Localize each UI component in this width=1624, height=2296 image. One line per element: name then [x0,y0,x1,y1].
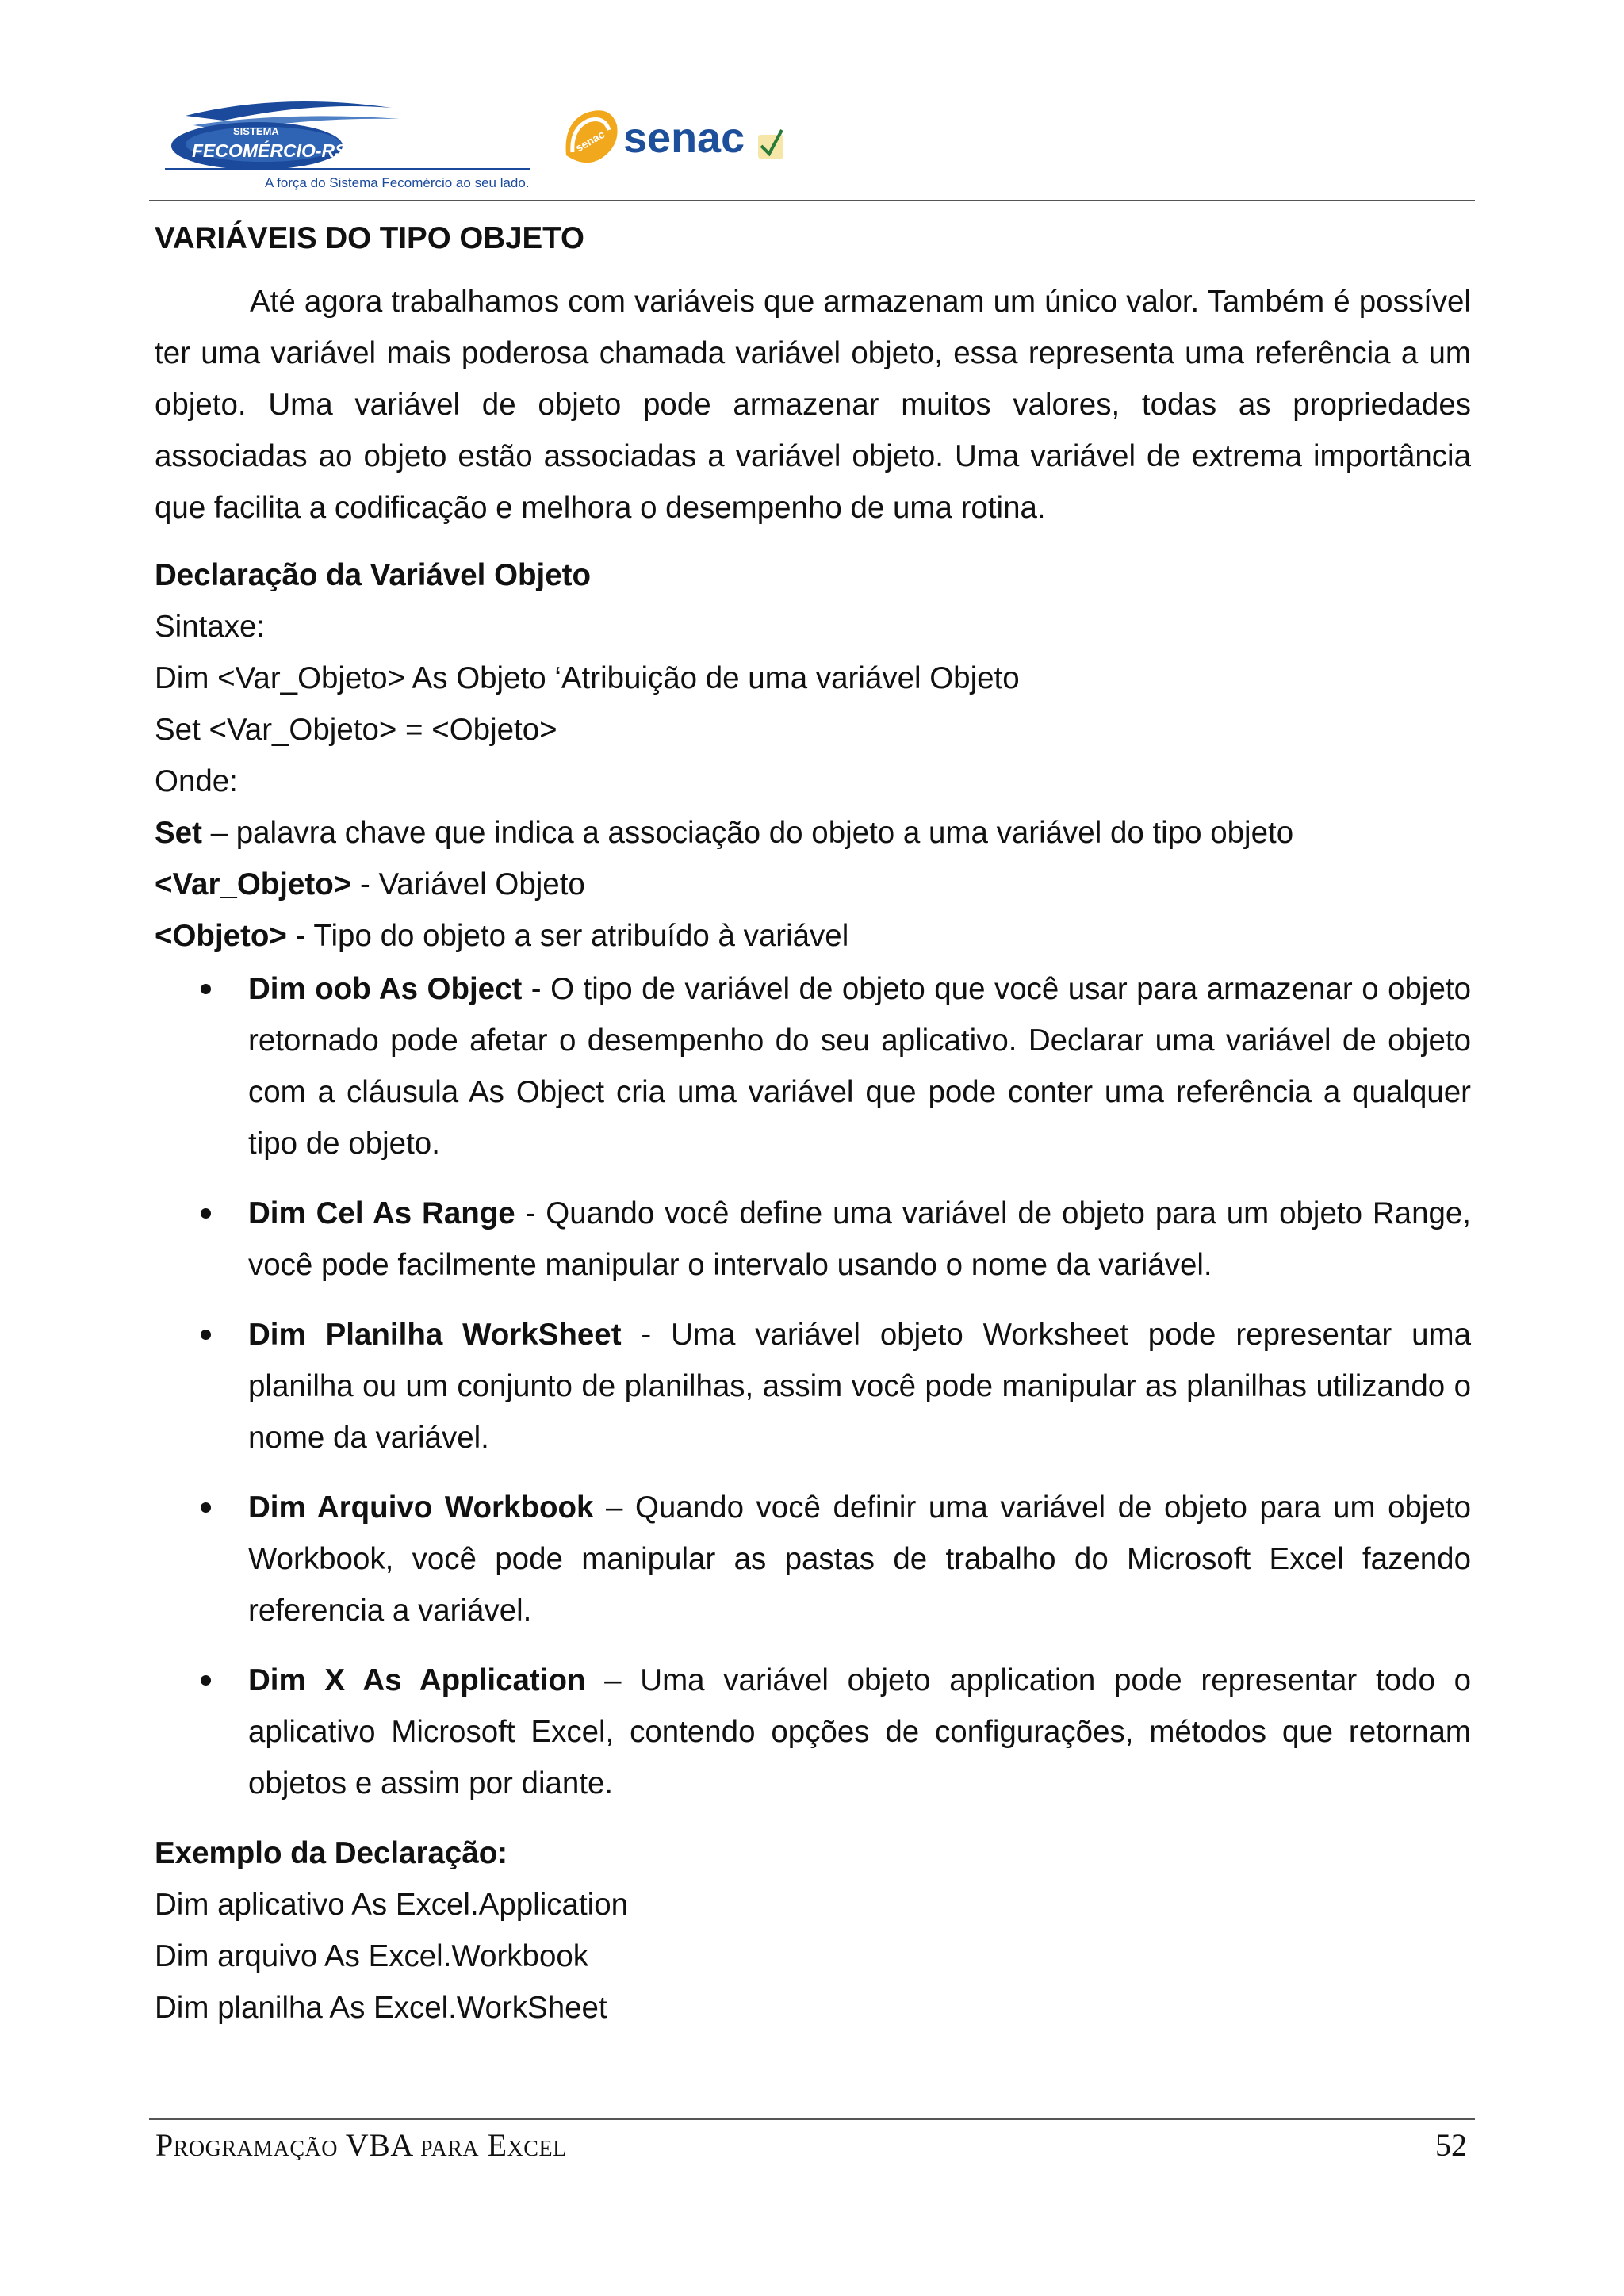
bullet-term: Dim Arquivo Workbook [248,1490,594,1525]
intro-paragraph: Até agora trabalhamos com variáveis que armazenam um único valor. Também é possível ter uma variável mais poderosa chamada variável objeto, essa representa uma referência a um objeto. Uma variável de objeto pode armazenar muitos valores, todas as propriedades associadas ao objeto estão associadas a variável objeto. Uma variável de extrema importância que facilita a codificação e melhora o desempenho de uma rotina. [155,285,1471,525]
term-text: - Variável Objeto [351,867,585,901]
declaration-title: Declaração da Variável Objeto [155,558,591,592]
page-content [155,212,1471,2034]
list-item [155,1655,1471,1809]
bullet-term: Dim oob As Object [248,972,523,1006]
senac-wordmark: senac [623,114,745,162]
syntax-label: Sintaxe: [155,610,266,644]
bullet-text: – Quando você definir uma variável de objeto para um objeto Workbook, você pode manipular as pastas de trabalho do Microsoft Excel fazendo referencia a variável. [248,1490,1471,1628]
bullet-text: - O tipo de variável de objeto que você usar para armazenar o objeto retornado pode afetar o desempenho do seu aplicativo. Declarar uma variável de objeto com a cláusula As Object cria uma variável que pode conter uma referência a qualquer tipo de objeto. [248,972,1471,1161]
syntax-line-1: Dim <Var_Objeto> As Objeto ‘Atribuição de uma variável Objeto [155,661,1020,695]
page-number: 52 [1435,2127,1467,2163]
bullet-text: - Uma variável objeto Worksheet pode representar uma planilha ou um conjunto de planilhas, assim você pode manipular as planilhas utilizando o nome da variável. [248,1318,1471,1455]
term-name: <Var_Objeto> [155,867,352,901]
list-item [155,963,1471,1169]
example-title: Exemplo da Declaração: [155,1836,508,1870]
senac-logo [561,106,791,170]
example-line-3: Dim planilha As Excel.WorkSheet [155,1991,607,2025]
list-item [155,1482,1471,1636]
term-name: <Objeto> [155,919,287,953]
bullet-text: - Quando você define uma variável de objeto para um objeto Range, você pode facilmente manipular o intervalo usando o nome da variável. [248,1196,1471,1282]
bullet-icon [201,1330,211,1340]
list-item [155,1309,1471,1464]
bullet-icon [201,1208,211,1219]
list-item [155,1188,1471,1291]
bullet-text: – Uma variável objeto application pode representar todo o aplicativo Microsoft Excel, contendo opções de configurações, métodos que retornam objetos e assim por diante. [248,1663,1471,1800]
bullet-term: Dim X As Application [248,1663,586,1697]
term-text: – palavra chave que indica a associação do objeto a uma variável do tipo objeto [201,816,1294,850]
syntax-line-2: Set <Var_Objeto> = <Objeto> [155,713,557,747]
fecomercio-logo-line1: SISTEMA [233,125,279,137]
page-footer [149,2118,1475,2169]
object-types-list [155,963,1471,1809]
bullet-icon [201,1675,211,1686]
bullet-icon [201,1502,211,1513]
footer-title: Programação VBA para Excel [155,2127,567,2163]
page-header [149,95,1475,201]
term-name: Set [155,816,202,850]
section-title: VARIÁVEIS DO TIPO OBJETO [155,221,584,255]
bullet-icon [201,984,211,994]
fecomercio-logo-line2: FECOMÉRCIO-RS [192,140,347,161]
bullet-term: Dim Planilha WorkSheet [248,1318,622,1352]
senac-mark: senac [573,127,607,155]
example-line-1: Dim aplicativo As Excel.Application [155,1888,629,1922]
where-label: Onde: [155,764,238,798]
bullet-term: Dim Cel As Range [248,1196,515,1230]
term-line [155,859,1471,910]
example-line-2: Dim arquivo As Excel.Workbook [155,1939,589,1973]
term-line [155,910,1471,962]
term-line [155,807,1471,859]
fecomercio-tagline: A força do Sistema Fecomércio ao seu lado. [265,175,530,190]
term-text: - Tipo do objeto a ser atribuído à variável [286,919,849,953]
fecomercio-logo [162,97,534,192]
